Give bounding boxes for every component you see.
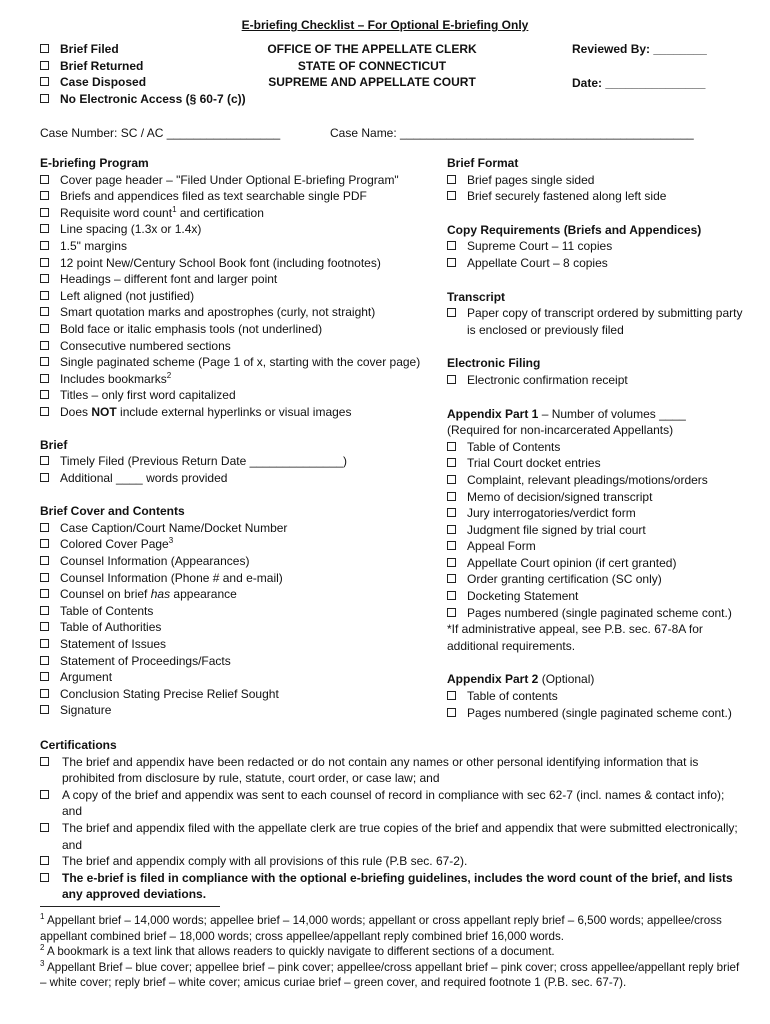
checkbox[interactable] bbox=[40, 873, 49, 882]
right-column bbox=[447, 155, 752, 721]
certifications-list bbox=[40, 754, 740, 903]
checkbox[interactable] bbox=[40, 341, 49, 350]
footnotes bbox=[40, 913, 748, 991]
checklist-item[interactable]: Does NOT include external hyperlinks or visual images bbox=[40, 404, 445, 421]
checkbox[interactable] bbox=[40, 94, 49, 103]
checklist-item[interactable]: Paper copy of transcript ordered by submitting party is enclosed or previously filed bbox=[447, 305, 752, 338]
checkbox[interactable] bbox=[40, 44, 49, 53]
checklist-item[interactable]: Docketing Statement bbox=[447, 588, 752, 605]
case-number: Case Number: SC / AC _________________ bbox=[40, 126, 281, 140]
status-checklist bbox=[40, 41, 246, 107]
checklist-item[interactable]: Case Caption/Court Name/Docket Number bbox=[40, 520, 445, 537]
checkbox[interactable] bbox=[40, 556, 49, 565]
checkbox[interactable] bbox=[447, 608, 456, 617]
checkbox[interactable] bbox=[447, 492, 456, 501]
checkbox[interactable] bbox=[447, 541, 456, 550]
checklist-item[interactable]: Appellate Court – 8 copies bbox=[447, 255, 752, 272]
checkbox[interactable] bbox=[40, 390, 49, 399]
checklist-item[interactable]: Supreme Court – 11 copies bbox=[447, 238, 752, 255]
checklist-item[interactable]: Additional ____ words provided bbox=[40, 470, 445, 487]
checkbox[interactable] bbox=[40, 639, 49, 648]
checkbox[interactable] bbox=[447, 558, 456, 567]
checkbox[interactable] bbox=[40, 274, 49, 283]
checklist-item[interactable]: Line spacing (1.3x or 1.4x) bbox=[40, 221, 445, 238]
checkbox[interactable] bbox=[447, 525, 456, 534]
checkbox[interactable] bbox=[40, 790, 49, 799]
checkbox[interactable] bbox=[447, 691, 456, 700]
checklist-item[interactable]: Consecutive numbered sections bbox=[40, 338, 445, 355]
footnote: $^3$ Appellant Brief – blue cover; appellee brief – pink cover; appellee/cross appellant brief – pink cover; cross appellee/appellant reply brief – white cover; reply brief – white cover; amicus curiae brief – green cover, and required footnote 1 (P.B. sec. 67-7). bbox=[40, 958, 740, 989]
brief-list bbox=[40, 453, 445, 486]
checklist-item[interactable]: No Electronic Access (§ 60-7 (c)) bbox=[40, 91, 246, 108]
checklist-item[interactable]: Appellate Court opinion (if cert granted) bbox=[447, 555, 752, 572]
reviewed-by: Reviewed By: ________ bbox=[572, 42, 707, 56]
checklist-item[interactable]: Brief securely fastened along left side bbox=[447, 188, 752, 205]
checkbox[interactable] bbox=[447, 508, 456, 517]
checklist-item[interactable]: Requisite word count$^1$ and certification bbox=[40, 205, 445, 222]
checklist-item[interactable]: Single paginated scheme (Page 1 of x, starting with the cover page) bbox=[40, 354, 445, 371]
checklist-item[interactable]: Left aligned (not justified) bbox=[40, 288, 445, 305]
checklist-item[interactable]: Brief Filed bbox=[40, 41, 246, 58]
checklist-item[interactable]: A copy of the brief and appendix was sent to each counsel of record in compliance with sec 62-7 (incl. names & contact info); and bbox=[40, 787, 740, 820]
checklist-item[interactable]: Counsel on brief has appearance bbox=[40, 586, 445, 603]
checklist-item[interactable]: Argument bbox=[40, 669, 445, 686]
checklist-item[interactable]: Statement of Issues bbox=[40, 636, 445, 653]
checklist-item[interactable]: Brief pages single sided bbox=[447, 172, 752, 189]
checklist-item[interactable]: 12 point New/Century School Book font (including footnotes) bbox=[40, 255, 445, 272]
checkbox[interactable] bbox=[447, 458, 456, 467]
checklist-item[interactable]: Statement of Proceedings/Facts bbox=[40, 653, 445, 670]
certifications-section bbox=[40, 737, 740, 903]
checklist-item[interactable]: Pages numbered (single paginated scheme cont.) bbox=[447, 705, 752, 722]
checkbox[interactable] bbox=[40, 705, 49, 714]
checkbox[interactable] bbox=[447, 308, 456, 317]
footnote-ref: 1 bbox=[172, 204, 177, 214]
checkbox[interactable] bbox=[40, 407, 49, 416]
checklist-item[interactable]: Complaint, relevant pleadings/motions/orders bbox=[447, 472, 752, 489]
checkbox[interactable] bbox=[40, 656, 49, 665]
checkbox[interactable] bbox=[40, 208, 49, 217]
certifications-title: Certifications bbox=[40, 738, 117, 752]
checkbox[interactable] bbox=[40, 823, 49, 832]
checkbox[interactable] bbox=[447, 191, 456, 200]
footnote: $^1$ Appellant brief – 14,000 words; appellee brief – 14,000 words; appellant or cross appellant reply brief – 6,500 words; appellee/cross appellant combined brief – 18,000 words; cross appellee/appellant reply combined brief 16,000 words. bbox=[40, 912, 722, 943]
checklist-item[interactable]: Counsel Information (Phone # and e-mail) bbox=[40, 570, 445, 587]
footnote-ref: 2 bbox=[166, 370, 172, 380]
checklist-item[interactable]: Briefs and appendices filed as text searchable single PDF bbox=[40, 188, 445, 205]
appendix-2-title: Appendix Part 2 (Optional) bbox=[447, 672, 595, 687]
checklist-item[interactable]: Smart quotation marks and apostrophes (curly, not straight) bbox=[40, 304, 445, 321]
checklist-item[interactable]: Table of Contents bbox=[40, 603, 445, 620]
ebriefing-program-list bbox=[40, 172, 445, 421]
brief-format-title: Brief Format bbox=[447, 156, 519, 170]
checkbox[interactable] bbox=[447, 442, 456, 451]
checkbox[interactable] bbox=[40, 856, 49, 865]
checkbox[interactable] bbox=[447, 375, 456, 384]
appendix-1-list bbox=[447, 439, 752, 622]
checkbox[interactable] bbox=[40, 191, 49, 200]
checklist-item[interactable]: Brief Returned bbox=[40, 58, 246, 75]
checkbox[interactable] bbox=[40, 307, 49, 316]
copy-requirements-list bbox=[447, 238, 752, 271]
checkbox[interactable] bbox=[40, 456, 49, 465]
checkbox[interactable] bbox=[40, 291, 49, 300]
review-date: Date: _______________ bbox=[572, 76, 706, 90]
checkbox[interactable] bbox=[40, 241, 49, 250]
checklist-item[interactable]: Conclusion Stating Precise Relief Sought bbox=[40, 686, 445, 703]
case-name: Case Name: ____________________________________________ bbox=[330, 126, 694, 140]
checklist-item[interactable]: Counsel Information (Appearances) bbox=[40, 553, 445, 570]
appendix-1-subtitle: (Required for non-incarcerated Appellants) bbox=[447, 423, 674, 438]
checklist-item[interactable]: Table of contents bbox=[447, 688, 752, 705]
checklist-item[interactable]: Trial Court docket entries bbox=[447, 455, 752, 472]
appendix-1-note: *If administrative appeal, see P.B. sec. 67-8A for additional requirements. bbox=[447, 622, 703, 653]
checkbox[interactable] bbox=[40, 258, 49, 267]
checklist-item[interactable]: Cover page header – "Filed Under Optional E-briefing Program" bbox=[40, 172, 445, 189]
transcript-title: Transcript bbox=[447, 289, 506, 304]
checklist-item[interactable]: Bold face or italic emphasis tools (not underlined) bbox=[40, 321, 445, 338]
checklist-item[interactable]: Includes bookmarks$^2$ bbox=[40, 371, 445, 388]
checkbox[interactable] bbox=[447, 475, 456, 484]
checkbox[interactable] bbox=[40, 175, 49, 184]
checklist-item[interactable]: Colored Cover Page$^3$ bbox=[40, 536, 445, 553]
checklist-item[interactable]: Headings – different font and larger point bbox=[40, 271, 445, 288]
checkbox[interactable] bbox=[40, 523, 49, 532]
cover-contents-title: Brief Cover and Contents bbox=[40, 504, 185, 519]
checkbox[interactable] bbox=[40, 573, 49, 582]
checklist-item[interactable]: Pages numbered (single paginated scheme cont.) bbox=[447, 605, 752, 622]
checklist-item[interactable]: Titles – only first word capitalized bbox=[40, 387, 445, 404]
checkbox[interactable] bbox=[40, 672, 49, 681]
checklist-item[interactable]: Judgment file signed by trial court bbox=[447, 522, 752, 539]
left-column bbox=[40, 155, 445, 719]
checkbox[interactable] bbox=[40, 374, 49, 383]
checklist-item[interactable]: Jury interrogatories/verdict form bbox=[447, 505, 752, 522]
checkbox[interactable] bbox=[40, 224, 49, 233]
checkbox[interactable] bbox=[447, 175, 456, 184]
checklist-item[interactable]: Memo of decision/signed transcript bbox=[447, 489, 752, 506]
page-title: E-briefing Checklist – For Optional E-briefing Only bbox=[241, 18, 529, 32]
checklist-item[interactable]: Table of Contents bbox=[447, 439, 752, 456]
checkbox[interactable] bbox=[40, 324, 49, 333]
footnote-divider bbox=[40, 906, 220, 907]
footnote: $^2$ A bookmark is a text link that allows readers to quickly navigate to different sections of a document. bbox=[40, 943, 555, 958]
checkbox[interactable] bbox=[40, 757, 49, 766]
checklist-item[interactable]: Electronic confirmation receipt bbox=[447, 372, 752, 389]
checklist-item[interactable]: The brief and appendix have been redacted or do not contain any names or other personal identifying information that is prohibited from disclosure by rule, statute, court order, or case law; and bbox=[40, 754, 740, 787]
brief-title: Brief bbox=[40, 437, 68, 452]
footnote-ref: 3 bbox=[168, 536, 174, 546]
checkbox[interactable] bbox=[447, 241, 456, 250]
transcript-list bbox=[447, 305, 752, 338]
checklist-item[interactable]: Table of Authorities bbox=[40, 619, 445, 636]
checklist-item[interactable]: 1.5" margins bbox=[40, 238, 445, 255]
checkbox[interactable] bbox=[40, 589, 49, 598]
checkbox[interactable] bbox=[40, 689, 49, 698]
appendix-2-list bbox=[447, 688, 752, 721]
checkbox[interactable] bbox=[40, 539, 49, 548]
brief-format-list bbox=[447, 172, 752, 205]
checklist-item[interactable]: Signature bbox=[40, 702, 445, 719]
checkbox[interactable] bbox=[40, 357, 49, 366]
checkbox[interactable] bbox=[40, 606, 49, 615]
checkbox[interactable] bbox=[40, 473, 49, 482]
checkbox[interactable] bbox=[40, 77, 49, 86]
checklist-item[interactable]: The brief and appendix filed with the appellate clerk are true copies of the brief and appendix that were submitted electronically; and bbox=[40, 820, 740, 853]
checklist-item[interactable]: The brief and appendix comply with all provisions of this rule (P.B sec. 67-2). bbox=[40, 853, 740, 870]
checkbox[interactable] bbox=[447, 591, 456, 600]
checkbox[interactable] bbox=[447, 708, 456, 717]
ebriefing-program-title: E-briefing Program bbox=[40, 156, 149, 170]
appendix-1-title: Appendix Part 1 – Number of volumes ____ bbox=[447, 406, 686, 421]
electronic-filing-list bbox=[447, 372, 752, 389]
checkbox[interactable] bbox=[40, 61, 49, 70]
office-heading: OFFICE OF THE APPELLATE CLERK STATE OF CONNECTICUT SUPREME AND APPELLATE COURT bbox=[267, 42, 477, 90]
cover-contents-list bbox=[40, 520, 445, 719]
checklist-item[interactable]: The e-brief is filed in compliance with the optional e-briefing guidelines, includes the word count of the brief, and lists any approved deviations. bbox=[40, 870, 740, 903]
checklist-item[interactable]: Order granting certification (SC only) bbox=[447, 571, 752, 588]
checklist-item[interactable]: Timely Filed (Previous Return Date ______________) bbox=[40, 453, 445, 470]
checklist-item[interactable]: Appeal Form bbox=[447, 538, 752, 555]
electronic-filing-title: Electronic Filing bbox=[447, 356, 541, 371]
checkbox[interactable] bbox=[40, 622, 49, 631]
checklist-item[interactable]: Case Disposed bbox=[40, 74, 246, 91]
copy-requirements-title: Copy Requirements (Briefs and Appendices) bbox=[447, 222, 702, 237]
checkbox[interactable] bbox=[447, 258, 456, 267]
checkbox[interactable] bbox=[447, 574, 456, 583]
